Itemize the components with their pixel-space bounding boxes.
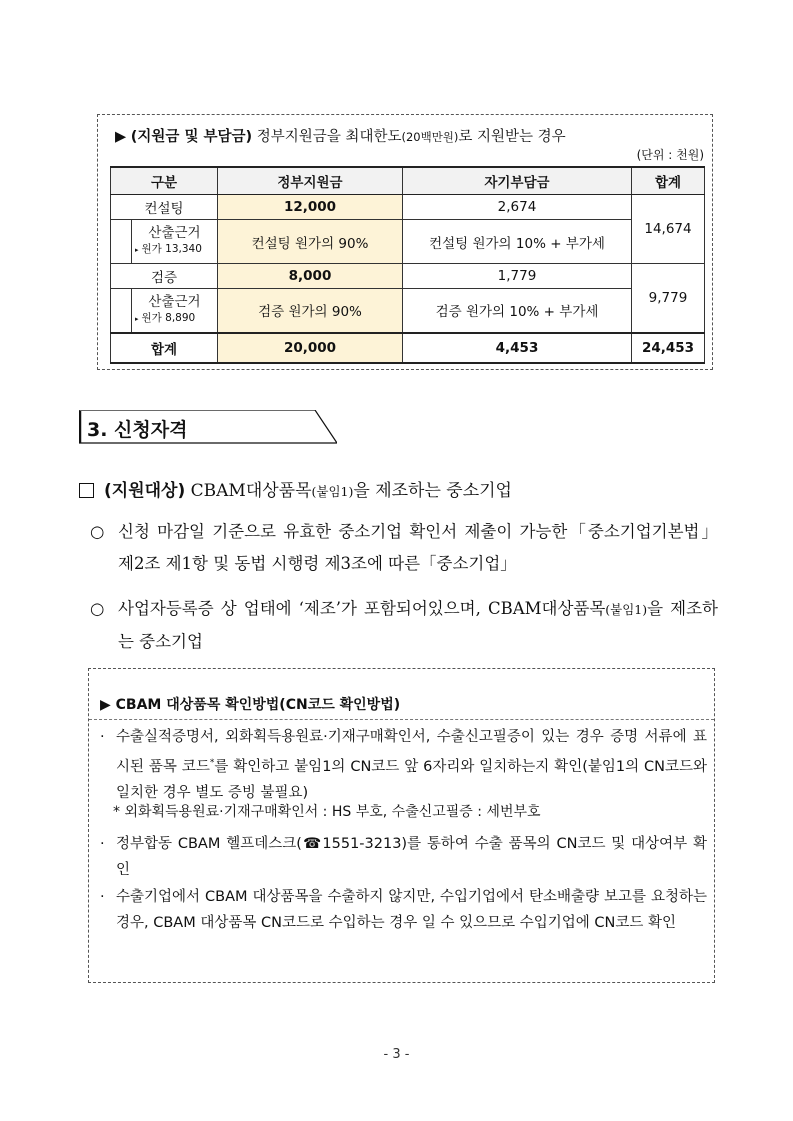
header-total: 합계	[632, 167, 705, 195]
consulting-calc-basis	[132, 220, 218, 264]
cbam-item-text	[116, 724, 707, 806]
table-row	[111, 264, 705, 289]
support-box-title-tail: 로 지원받는 경우	[458, 129, 566, 145]
cbam-item-text: 정부합동 CBAM 헬프데스크(☎1551-3213)를 통하여 수출 품목의 CN코드 및 대상여부 확인	[116, 836, 707, 878]
bullet-text: 신청 마감일 기준으로 유효한 중소기업 확인서 제출이 가능한「중소기업기본법」 제2조 제1항 및 동법 시행령 제3조에 따른「중소기업」	[118, 522, 718, 573]
dot-bullet-icon: ·	[100, 836, 105, 852]
verification-self-calc: 검증 원가의 10% + 부가세	[403, 289, 632, 333]
unit-label: (단위 : 천원)	[636, 148, 704, 162]
total-self-amount: 4,453	[403, 333, 632, 363]
support-amount-box	[97, 114, 713, 370]
total-amount: 24,453	[632, 333, 705, 363]
table-row	[111, 289, 705, 333]
cbam-item-text: 수출기업에서 CBAM 대상품목을 수출하지 않지만, 수입기업에서 탄소배출량 보고를 요청하는 경우, CBAM 대상품목 CN코드로 수입하는 경우 일 수 있으므로 수입기업에 CN코드 확인	[116, 889, 707, 931]
header-gov-support: 정부지원금	[218, 167, 403, 195]
total-gov-amount: 20,000	[218, 333, 403, 363]
list-item	[100, 724, 707, 806]
verification-calc-basis	[132, 289, 218, 333]
calc-basis-cost: 원가 8,890	[141, 311, 196, 324]
consulting-gov-calc: 컨설팅 원가의 90%	[218, 220, 403, 264]
support-box-title-small: (20백만원)	[401, 130, 459, 144]
support-box-title-text: 정부지원금을 최대한도	[252, 129, 402, 145]
bullet-text-small: (붙임1)	[605, 602, 648, 617]
consulting-self-calc: 컨설팅 원가의 10% + 부가세	[403, 220, 632, 264]
bullet-text	[118, 593, 718, 658]
list-item	[100, 884, 707, 936]
cbam-check-box	[88, 668, 715, 983]
calc-basis-label: 산출근거	[148, 225, 201, 241]
dot-bullet-icon: ·	[100, 729, 105, 745]
table-row	[111, 220, 705, 264]
table-row	[111, 195, 705, 220]
item-text-a: 수출실적증명서, 외화획득용원료·기재구매확인서, 수출신고필증이 있는 경우 증명 서류에 표시된 품목 코드	[116, 729, 707, 775]
footnote: * 외화획득용원료·기재구매확인서 : HS 부호, 수출신고필증 : 세번부호	[113, 804, 541, 820]
cbam-box-title-text: CBAM 대상품목 확인방법(CN코드 확인방법)	[115, 697, 401, 713]
triangle-right-icon: ▶	[100, 697, 111, 713]
consulting-self-amount: 2,674	[403, 195, 632, 220]
table-total-row	[111, 333, 705, 363]
square-bullet-icon	[79, 483, 94, 498]
verification-gov-amount: 8,000	[218, 264, 403, 289]
verification-total: 9,779	[632, 264, 705, 333]
verification-self-amount: 1,779	[403, 264, 632, 289]
small-triangle-icon: ▸	[135, 246, 139, 254]
consulting-total: 14,674	[632, 195, 705, 264]
item-text-b: 를 확인하고 붙임1의 CN코드 앞 6자리와 일치하는지 확인(붙임1의 CN코드와 일치한 경우 별도 증빙 불필요)	[116, 758, 707, 801]
row-consulting-name: 컨설팅	[111, 195, 218, 220]
section-header	[79, 410, 337, 444]
divider	[89, 719, 714, 720]
verification-gov-calc: 검증 원가의 90%	[218, 289, 403, 333]
circle-bullet-icon: ○	[90, 522, 105, 541]
footnote-marker: *	[209, 758, 215, 768]
calc-basis-label: 산출근거	[148, 293, 201, 310]
triangle-right-icon: ▶	[115, 129, 127, 145]
target-text-small: (붙임1)	[311, 484, 354, 499]
bullet-text-b: 을 제조하는 중소기업	[118, 599, 718, 651]
eligibility-target	[79, 476, 512, 501]
list-item	[100, 831, 707, 883]
row-verification-name: 검증	[111, 264, 218, 289]
list-item	[90, 593, 718, 658]
support-box-title	[115, 125, 566, 146]
header-self-burden: 자기부담금	[403, 167, 632, 195]
section-title: 3. 신청자격	[87, 419, 188, 441]
bullet-text-a: 사업자등록증 상 업태에 ‘제조’가 포함되어있으며, CBAM대상품목	[118, 599, 606, 618]
calc-basis-cost: 원가 13,340	[141, 243, 202, 255]
small-triangle-icon: ▸	[135, 314, 139, 323]
target-label: (지원대상)	[104, 481, 186, 501]
list-item	[90, 516, 718, 580]
dot-bullet-icon: ·	[100, 889, 105, 905]
circle-bullet-icon: ○	[90, 599, 105, 618]
page-number: - 3 -	[383, 1047, 410, 1062]
target-text-b: 을 제조하는 중소기업	[353, 481, 512, 501]
consulting-gov-amount: 12,000	[218, 195, 403, 220]
support-table	[110, 166, 705, 364]
total-label: 합계	[111, 333, 218, 363]
table-header-row	[111, 167, 705, 195]
cbam-box-title	[100, 694, 400, 714]
support-box-title-bold: (지원금 및 부담금)	[130, 129, 253, 145]
header-category: 구분	[111, 167, 218, 195]
target-text-a: CBAM대상품목	[185, 481, 312, 501]
